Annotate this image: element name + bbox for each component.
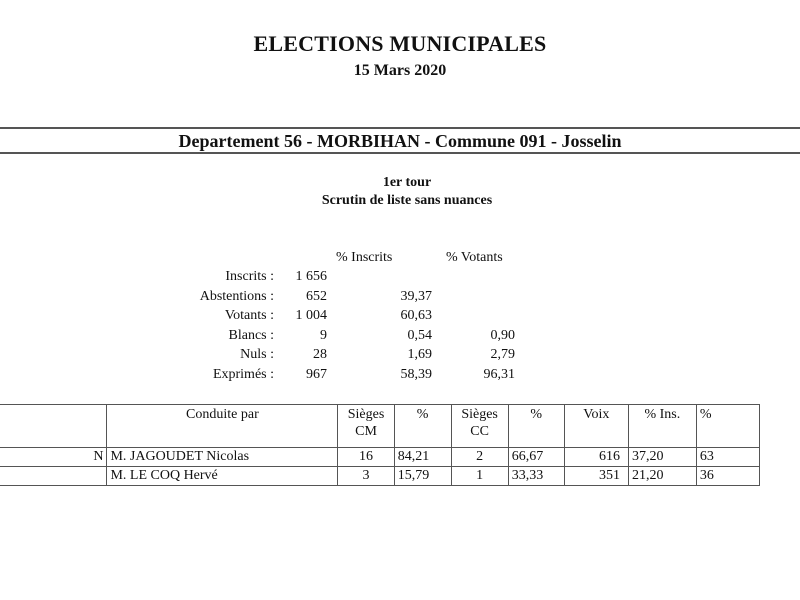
election-date: 15 Mars 2020 [353,62,447,79]
summary-pct-votants: 96,31 [483,367,515,382]
summary-pct-inscrits: 1,69 [407,347,432,362]
cell-sieges-cc: 1 [451,467,508,486]
cell-liste: N [0,448,107,467]
ballot-mode: Scrutin de liste sans nuances [321,193,493,208]
header-sieges-cm [338,405,394,448]
header-sieges-cm-line2: CM [355,424,377,439]
header-sieges-cc-line1: Sièges [461,407,498,422]
location-text: Departement 56 - MORBIHAN - Commune 091 - Josselin [178,131,622,151]
cell-liste [0,467,107,486]
header-voix: Voix [564,405,628,448]
cell-pct-ins: 37,20 [628,448,696,467]
cell-sieges-cc: 2 [451,448,508,467]
summary-header-pct-votants: % Votants [446,250,503,265]
table-row [0,467,760,486]
cell-pct-cc: 33,33 [508,467,564,486]
cell-conduite-par: M. JAGOUDET Nicolas [107,448,338,467]
table-row [0,448,760,467]
summary-value: 9 [320,328,327,343]
cell-sieges-cm: 16 [338,448,394,467]
summary-value: 967 [306,367,327,382]
header-liste [0,405,107,448]
cell-pct-cm: 84,21 [394,448,451,467]
cell-pct-exp: 63 [696,448,759,467]
cell-pct-cm: 15,79 [394,467,451,486]
header-pct-ins: % Ins. [628,405,696,448]
header-pct-cm: % [394,405,451,448]
round-label: 1er tour [382,175,432,190]
cell-pct-cc: 66,67 [508,448,564,467]
summary-pct-votants: 0,90 [490,328,515,343]
cell-voix: 616 [564,448,628,467]
summary-value: 652 [306,289,327,304]
summary-label: Exprimés : [212,367,274,382]
header-sieges-cm-line1: Sièges [347,407,385,422]
cell-conduite-par: M. LE COQ Hervé [107,467,338,486]
summary-pct-inscrits: 60,63 [400,308,432,323]
summary-value: 28 [313,347,327,362]
header-conduite-par: Conduite par [107,405,338,448]
header-sieges-cc-line2: CC [470,424,489,439]
summary-value: 1 656 [295,269,327,284]
summary-label: Abstentions : [199,289,274,304]
summary-label: Blancs : [228,328,274,343]
header-pct-cc: % [508,405,564,448]
summary-label: Votants : [224,308,274,323]
cell-pct-ins: 21,20 [628,467,696,486]
summary-pct-inscrits: 58,39 [400,367,432,382]
summary-value: 1 004 [295,308,327,323]
summary-header-pct-inscrits: % Inscrits [336,250,393,265]
cell-sieges-cm: 3 [338,467,394,486]
header-sieges-cc [451,405,508,448]
summary-label: Nuls : [240,347,274,362]
page-title: ELECTIONS MUNICIPALES [253,31,547,56]
cell-voix: 351 [564,467,628,486]
header-pct-exp: % [696,405,759,448]
summary-pct-inscrits: 39,37 [400,289,432,304]
results-table [0,404,760,486]
summary-pct-inscrits: 0,54 [407,328,432,343]
cell-pct-exp: 36 [696,467,759,486]
results-header-row [0,405,760,448]
summary-label: Inscrits : [225,269,274,284]
summary-pct-votants: 2,79 [490,347,515,362]
